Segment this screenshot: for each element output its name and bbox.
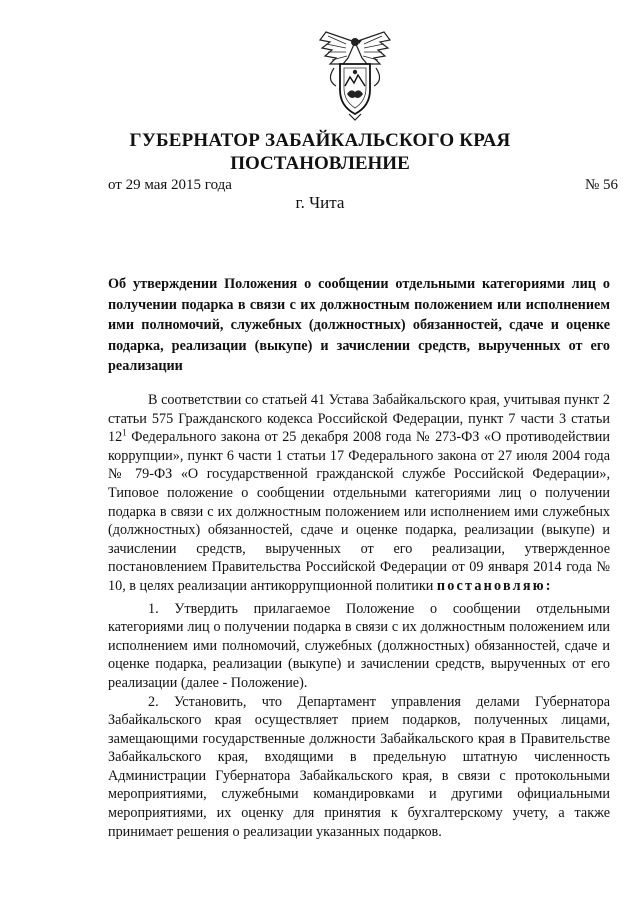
document-city: г. Чита [295, 193, 345, 212]
item-paragraph-1: 1. Утвердить прилагаемое Положение о сообщении отдельными категориями лиц о получении подарка в связи с их должностным положением или исполнением ими полномочий, служебных (должностных) обязанностей, сдаче и оценке подарка, реализации (выкупе) и зачислении средств, вырученных от его реализации (далее - Положение). [108, 600, 610, 691]
authority-title: ГУБЕРНАТОР ЗАБАЙКАЛЬСКОГО КРАЯ [129, 130, 511, 151]
document-body [108, 391, 610, 841]
document-number: № 56 [584, 177, 618, 193]
item-paragraph-2: 2. Установить, что Департамент управления делами Губернатора Забайкальского края осуществляет прием подарков, полученных лицами, замещающими государственные должности Забайкальского края в Правительстве Забайкальского края, входящими в предельную штатную численность Администрации Губернатора Забайкальского края, в связи с протокольными мероприятиями, служебными командировками и другими официальными мероприятиями, их оценку для принятия к бухгалтерскому учету, а также принимает решения о реализации указанных подарков. [108, 693, 610, 840]
preamble-text-part1: В соответствии со статьей 41 Устава Забайкальского края, учитывая пункт 2 статьи 575 Гражданского кодекса Российской Федерации, пункт 7 части 3 статьи 12 [108, 392, 610, 446]
document-date: от 29 мая 2015 года [108, 177, 232, 193]
article-superscript: 1 [122, 427, 127, 438]
preamble-text-part2: Федерального закона от 25 декабря 2008 года № 273-ФЗ «О противодействии коррупции», пункт 6 части 1 статьи 17 Федерального закона от 27 июля 2004 года № 79-ФЗ «О государственной гражданской службе Российской Федерации», Типовое положение о сообщении отдельными категориями лиц о получении подарка в связи с их должностным положением или исполнением ими служебных (должностных) обязанностей, сдаче и оценке подарка, реализации (выкупе) и зачислении средств, вырученных от его реализации, утвержденное постановлением Правительства Российской Федерации от 09 января 2014 года № 10, в целях реализации антикоррупционной политики [108, 429, 610, 594]
preamble-paragraph [108, 391, 610, 596]
decree-word: постановляю: [436, 577, 553, 594]
document-subject: Об утверждении Положения о сообщении отдельными категориями лиц о получении подарка в связи с их должностным положением или исполнением ими полномочий, служебных (должностных) обязанностей, сдаче и оценке подарка, реализации (выкупе) и зачислении средств, вырученных от его реализации [108, 276, 610, 374]
coat-of-arms-icon [316, 28, 394, 122]
document-type: ПОСТАНОВЛЕНИЕ [230, 153, 410, 174]
